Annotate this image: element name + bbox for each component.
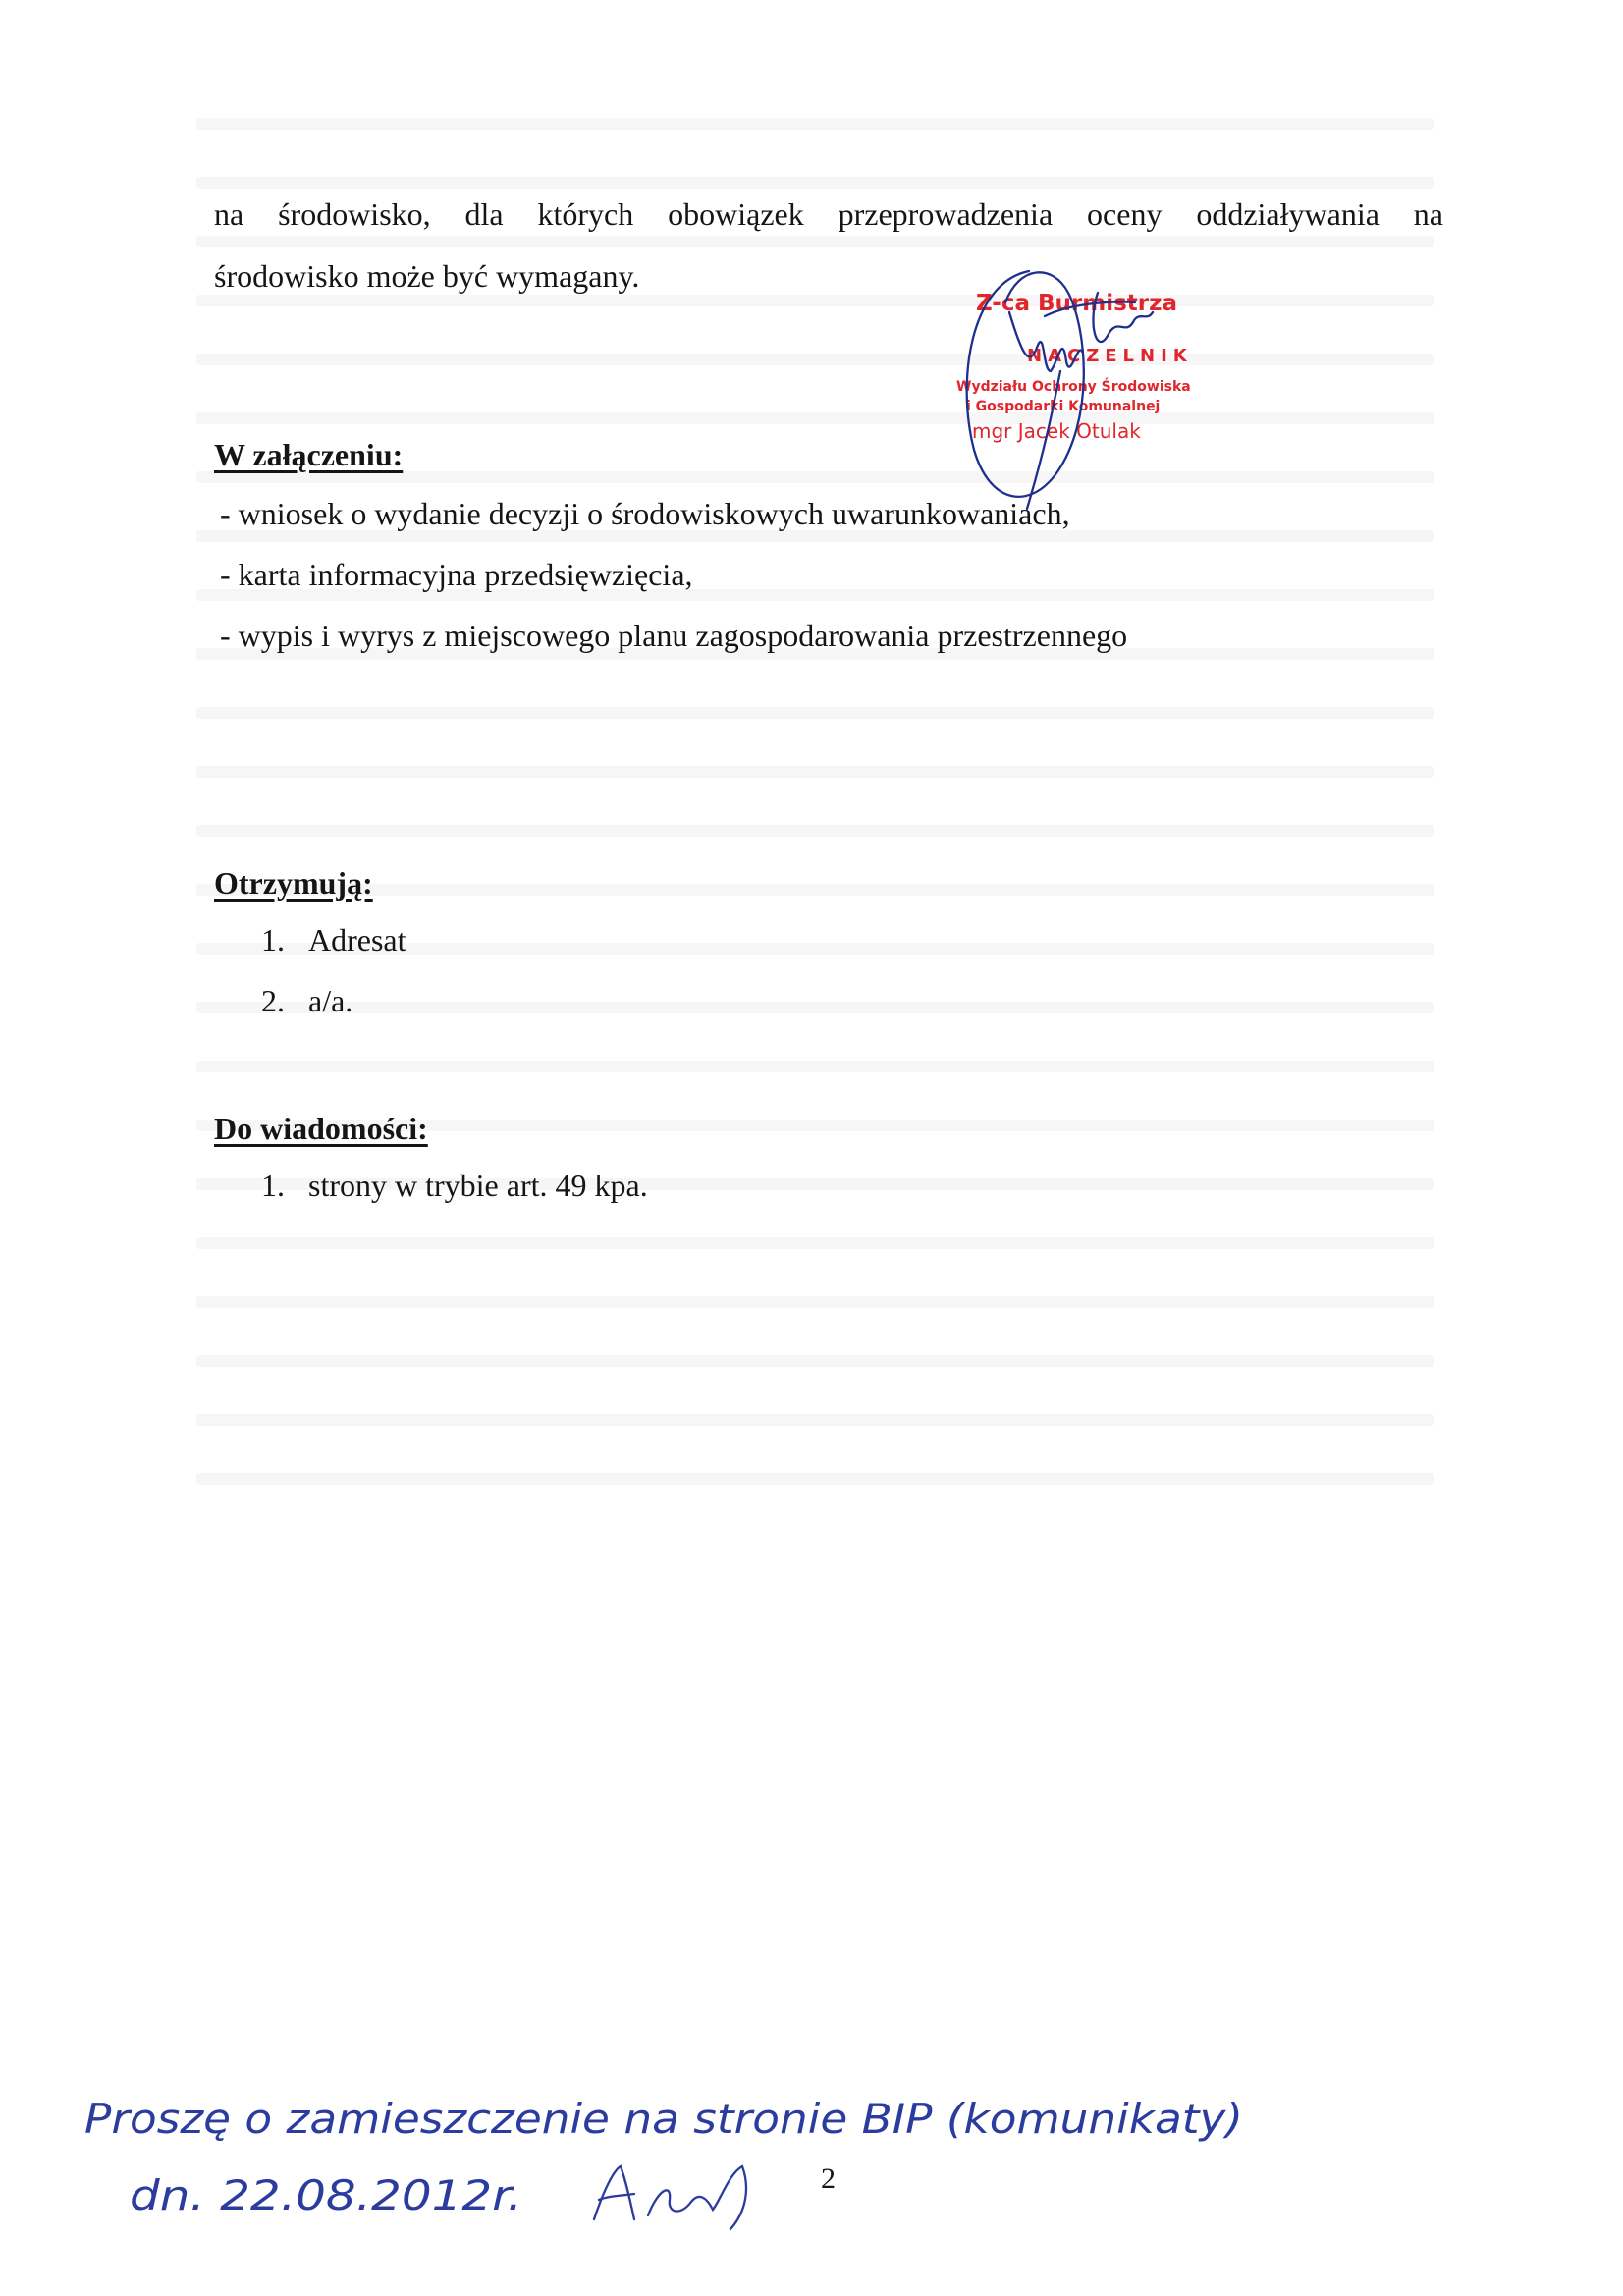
reverse-side-show-through — [196, 118, 1434, 1669]
for-information-item — [261, 1167, 648, 1204]
recipient-text: Adresat — [308, 922, 406, 957]
stamp-text — [956, 291, 1193, 443]
handwritten-note-line-1: Proszę o zamieszczenie na stronie BIP (komunikaty) — [84, 2095, 1244, 2143]
attachment-item: - karta informacyjna przedsięwzięcia, — [220, 557, 693, 592]
body-text-line-2: środowisko może być wymagany. — [214, 258, 640, 294]
recipient-number: 1. — [261, 922, 285, 957]
recipient-item — [261, 921, 406, 958]
for-information-number: 1. — [261, 1168, 285, 1203]
attachment-item: - wypis i wyrys z miejscowego planu zagospodarowania przestrzennego — [220, 618, 1128, 653]
handwritten-annotation — [79, 2072, 1286, 2249]
recipient-number: 2. — [261, 983, 285, 1018]
page-number: 2 — [821, 2162, 836, 2195]
for-information-text: strony w trybie art. 49 kpa. — [308, 1168, 648, 1203]
stamp-line: NACZELNIK — [1027, 346, 1193, 366]
stamp-line: Wydziału Ochrony Środowiska — [956, 379, 1191, 395]
attachment-item: - wniosek o wydanie decyzji o środowiskowych uwarunkowaniach, — [220, 496, 1070, 531]
attachments-heading: W załączeniu: — [214, 437, 404, 472]
recipients-heading: Otrzymują: — [214, 865, 373, 901]
body-text-line-1: na środowisko, dla których obowiązek przeprowadzenia oceny oddziaływania na — [214, 196, 1443, 232]
stamp-line: mgr Jacek Otulak — [972, 419, 1141, 443]
for-information-heading: Do wiadomości: — [214, 1111, 428, 1146]
recipient-item — [261, 982, 352, 1019]
handwritten-note-line-2: dn. 22.08.2012r. — [130, 2171, 522, 2219]
stamp-line: Z-ca Burmistrza — [976, 291, 1178, 316]
initials-signature-icon — [594, 2166, 746, 2229]
official-stamp-with-signature — [950, 253, 1245, 548]
recipient-text: a/a. — [308, 983, 353, 1018]
stamp-line: i Gospodarki Komunalnej — [966, 399, 1161, 414]
